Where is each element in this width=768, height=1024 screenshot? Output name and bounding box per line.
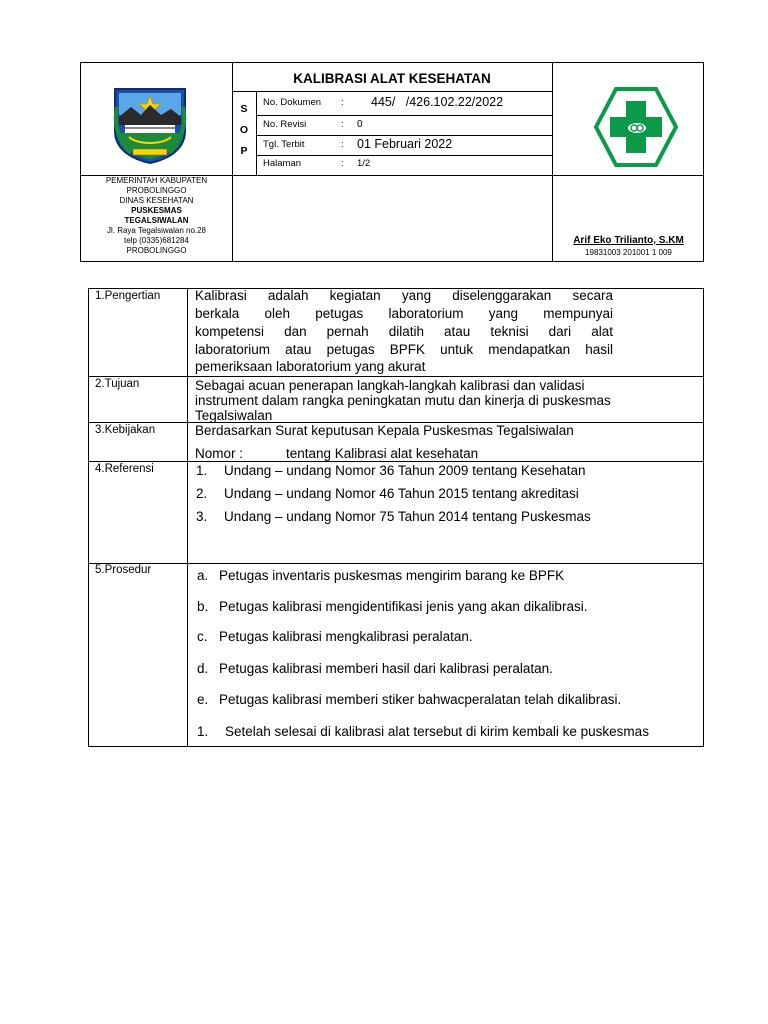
signatory-name: Arif Eko Trilianto, S.KM [573,235,684,246]
pengertian-line: Kalibrasi adalah kegiatan yang diselenggarakan secara [195,288,613,303]
prosedur-marker: 1. [197,724,209,739]
section-label-referensi: 4.Referensi [95,463,154,475]
org-line: Jl. Raya Tegalsiwalan no.28 [106,226,207,235]
signatory-nip: 19831003 201001 1 009 [585,248,672,257]
revision-label: No. Revisi [263,119,307,130]
pengertian-line: pemeriksaan laboratorium yang akurat [195,359,426,374]
prosedur-marker: b. [197,599,209,614]
prosedur-item: Petugas kalibrasi memberi stiker bahwacperalatan telah dikalibrasi. [219,692,622,707]
meta-colon: : [341,139,344,150]
meta-colon: : [341,119,344,130]
sop-header-table [80,62,704,262]
prosedur-item: Petugas kalibrasi mengkalibrasi peralatan. [219,629,473,644]
sop-label [232,91,256,175]
referensi-item: Undang – undang Nomor 46 Tahun 2015 tentang akreditasi [224,486,579,501]
referensi-number: 3. [196,509,208,524]
sop-letter: P [240,145,248,157]
header-divider [256,115,552,116]
referensi-item: Undang – undang Nomor 36 Tahun 2009 tentang Kesehatan [224,463,586,478]
puskesmas-cross-icon [594,87,678,167]
header-divider [552,63,553,261]
section-label-pengertian: 1.Pengertian [95,290,161,302]
doc-number-label: No. Dokumen [263,97,322,108]
header-divider [256,155,552,156]
sop-content-table [88,288,704,747]
section-label-tujuan: 2.Tujuan [95,378,140,390]
content-divider [89,461,703,462]
content-divider [89,376,703,377]
content-divider [187,289,188,746]
referensi-number: 1. [196,463,208,478]
tujuan-line: Sebagai acuan penerapan langkah-langkah kalibrasi dan validasi [195,378,585,393]
referensi-item: Undang – undang Nomor 75 Tahun 2014 tentang Puskesmas [224,509,591,524]
sop-letter: O [239,124,249,136]
kebijakan-line: Berdasarkan Surat keputusan Kepala Puskesmas Tegalsiwalan [195,423,574,438]
kebijakan-nomor-text: tentang Kalibrasi alat kesehatan [286,446,479,461]
org-line: telp (0335)681284 [124,236,189,245]
prosedur-item: Petugas kalibrasi memberi hasil dari kalibrasi peralatan. [219,661,553,676]
meta-colon: : [341,97,344,108]
issue-date-value: 01 Februari 2022 [357,137,453,151]
revision-value: 0 [357,119,363,130]
section-label-kebijakan: 3.Kebijakan [95,424,156,436]
page-label: Halaman [263,158,302,169]
header-divider [256,91,257,175]
org-line: PROBOLINGGO [126,186,187,195]
organization-info [81,176,232,256]
tujuan-line: instrument dalam rangka peningkatan mutu dan kinerja di puskesmas [195,393,611,408]
prosedur-item: Petugas inventaris puskesmas mengirim barang ke BPFK [219,568,565,583]
issue-date-label: Tgl. Terbit [263,139,305,150]
org-line: DINAS KESEHATAN [119,196,194,205]
regency-emblem-icon [111,87,189,165]
org-line: PROBOLINGGO [126,246,187,255]
doc-number-value: 445/ /426.102.22/2022 [371,95,504,109]
prosedur-item: Petugas kalibrasi mengidentifikasi jenis yang akan dikalibrasi. [219,599,588,614]
meta-colon: : [341,158,344,169]
prosedur-marker: d. [197,661,209,676]
content-divider [89,563,703,564]
pengertian-line: kompetensi dan pernah dilatih atau teknisi dari alat [195,324,613,339]
prosedur-marker: e. [197,692,209,707]
org-line: PUSKESMAS [131,206,182,215]
pengertian-line: berkala oleh petugas laboratorium yang mempunyai [195,306,613,321]
pengertian-line: laboratorium atau petugas BPFK untuk mendapatkan hasil [195,342,613,357]
section-label-prosedur: 5.Prosedur [95,564,152,576]
prosedur-marker: c. [197,629,208,644]
referensi-number: 2. [196,486,208,501]
org-line: TEGALSIWALAN [124,216,189,225]
header-divider [256,135,552,136]
sop-letter: S [240,103,248,115]
tujuan-line: Tegalsiwalan [195,408,273,423]
header-divider [232,91,552,92]
kebijakan-nomor-label: Nomor : [195,446,244,461]
document-title: KALIBRASI ALAT KESEHATAN [293,71,491,86]
page-value: 1/2 [357,158,371,169]
prosedur-item: Setelah selesai di kalibrasi alat tersebut di kirim kembali ke puskesmas [225,724,649,739]
prosedur-marker: a. [197,568,209,583]
org-line: PEMERINTAH KABUPATEN [105,176,208,185]
